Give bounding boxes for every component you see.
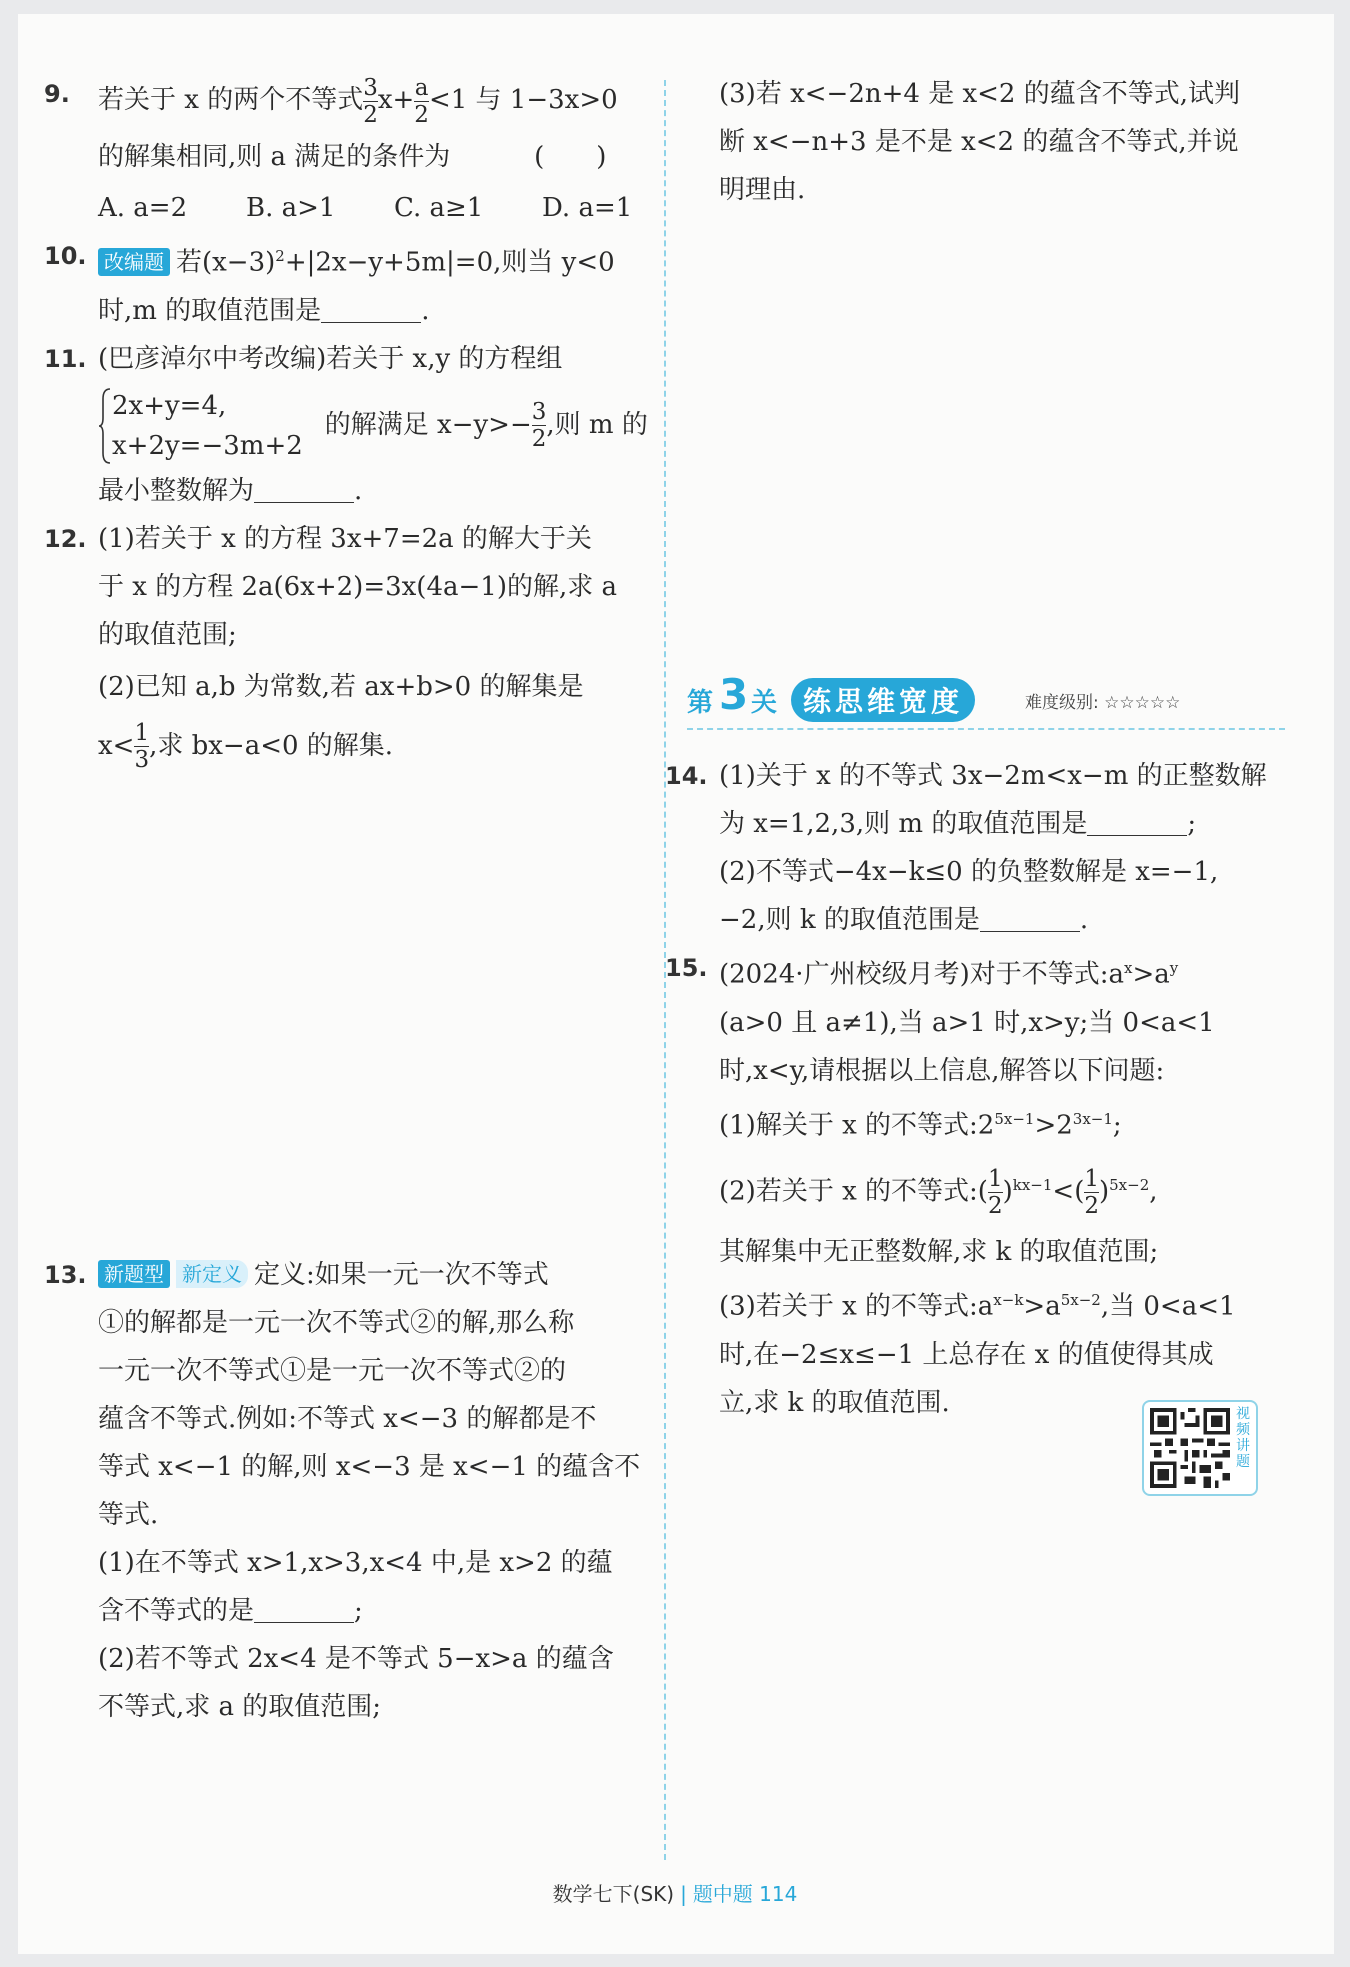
problem-10: 10. 改编题 若$(x-3)^2+|2x-y+5m|=0$,则当 y<0 时,m 的取值范围是 . — [44, 232, 654, 335]
option-a[interactable]: A. a=2 — [98, 193, 188, 223]
fraction: $\frac{1}{3}$ — [134, 720, 150, 774]
answer-blank[interactable] — [1087, 809, 1187, 836]
page-number: 114 — [759, 1882, 798, 1906]
answer-space[interactable] — [44, 781, 654, 1251]
video-qr-code[interactable] — [1142, 1400, 1258, 1496]
tag-badge: 改编题 — [98, 248, 170, 276]
tag-badge-secondary: 新定义 — [176, 1260, 248, 1288]
page-footer: 数学七下(SK) | 题中题 114 — [552, 1882, 798, 1906]
problem-number: 11. — [44, 344, 87, 373]
option-d[interactable]: D. a=1 — [542, 193, 633, 223]
section-underline — [687, 728, 1285, 730]
problem-14: 14. (1)关于 x 的不等式 3x−2m<x−m 的正整数解 为 x=1,2,3,则 m 的取值范围是 ; (2)不等式−4x−k≤0 的负整数解是 x=−1, −2,则 k 的取值范围是 . — [665, 752, 1285, 944]
brace-icon — [98, 387, 112, 465]
answer-space[interactable] — [665, 214, 1285, 660]
problem-11: 11. (巴彦淖尔中考改编)若关于 x,y 的方程组 2x+y=4, x+2y=−3m+2 的解满足 x−y>− $\frac{3}{2}$ ,则 m 的 最小整数解为 . — [44, 335, 654, 515]
problem-text: 的解集相同,则 a 满足的条件为 — [98, 142, 451, 172]
section-header: 第 3 关 练思维宽度 难度级别: ☆☆☆☆☆ — [665, 676, 1285, 732]
choice-options — [98, 184, 654, 232]
left-column — [44, 70, 654, 1731]
problem-13-continued: (3)若 x<−2n+4 是 x<2 的蕴含不等式,试判 断 x<−n+3 是不是 x<2 的蕴含不等式,并说 明理由. — [719, 79, 1240, 205]
fraction: $\frac{a}{2}$ — [414, 74, 429, 128]
problem-13: 13. 新题型 新定义 定义:如果一元一次不等式 ①的解都是一元一次不等式②的解,那么称 一元一次不等式①是一元一次不等式②的 蕴含不等式.例如:不等式 x<−3 的解都是不 等式 x<−1 的解,则 x<−3 是 x<−1 的蕴含不 等式. (1)在不等式 x>1,x>3,x<4 中,是 x>2 的蕴 含不等式的是 ; (2)若不等式 2x<4 是不等式 5−x>a 的蕴含 不等式,求 a 的取值范围; — [44, 1251, 654, 1731]
right-column — [665, 70, 1285, 1427]
problem-number: 14. — [665, 762, 708, 790]
problem-12: 12. (1)若关于 x 的方程 3x+7=2a 的解大于关 于 x 的方程 2a(6x+2)=3x(4a−1)的解,求 a 的取值范围; (2)已知 a,b 为常数,若 ax+b>0 的解集是 x< $\frac{1}{3}$ ,求 bx−a<0 的解集. — [44, 515, 654, 781]
option-c[interactable]: C. a≥1 — [394, 193, 484, 223]
problem-number: 10. — [44, 242, 87, 270]
answer-blank[interactable] — [254, 1596, 354, 1623]
fraction: $\frac{1}{2}$ — [987, 1166, 1003, 1220]
fraction: $\frac{1}{2}$ — [1084, 1166, 1099, 1220]
fraction: $\frac{3}{2}$ — [531, 399, 547, 453]
answer-blank[interactable] — [321, 296, 421, 323]
section-number: 3 — [719, 670, 749, 719]
section-title: 练思维宽度 — [791, 678, 975, 722]
problem-9: 9. 若关于 x 的两个不等式 $\frac{3}{2}$ x+ $\frac{a}{2}$ <1 与 1−3x>0 的解集相同,则 a 满足的条件为 ( ) A. a=2 B. a>1 C. a≥1 D. a=1 — [44, 70, 654, 232]
answer-blank[interactable] — [980, 905, 1080, 932]
book-title: 数学七下(SK) — [552, 1882, 675, 1906]
problem-text: 若关于 x 的两个不等式 — [98, 85, 364, 115]
problem-number: 15. — [665, 954, 708, 982]
qr-code-icon — [1150, 1408, 1230, 1488]
option-b[interactable]: B. a>1 — [246, 193, 336, 223]
answer-paren[interactable]: ( ) — [534, 142, 607, 172]
series-name: 题中题 — [692, 1882, 753, 1906]
problem-15: 15. (2024·广州校级月考)对于不等式$:a^x>a^y$ (a>0 且 a≠1),当 a>1 时,x>y;当 0<a<1 时,x<y,请根据以上信息,解答以下问题: (1)解关于 x 的不等式$:2^{5x-1}>2^{3x-1}$; (2)若关于 x 的不等式:( $\frac{1}{2}$ )$^{kx-1}$<( $\frac{1}{2}$ )$^{5x-2}$, 其解集中无正整数解,求 k 的取值范围; (3)若关于 x 的不等式$:a^{x-k}>a^{5x-2}$,当 0<a<1 时,在−2≤x≤−1 上总存在 x 的值使得其成 立,求 k 的取值范围. — [665, 944, 1285, 1427]
problem-number: 9. — [44, 80, 70, 108]
fraction: $\frac{3}{2}$ — [363, 74, 378, 128]
problem-number: 12. — [44, 524, 87, 553]
equation-system: 2x+y=4, x+2y=−3m+2 — [112, 390, 303, 461]
qr-label: 视频讲题 — [1236, 1406, 1250, 1470]
difficulty-rating: 难度级别: ☆☆☆☆☆ — [1025, 693, 1181, 713]
answer-blank[interactable] — [254, 476, 354, 503]
problem-number: 13. — [44, 1260, 87, 1289]
tag-badge: 新题型 — [98, 1260, 170, 1288]
